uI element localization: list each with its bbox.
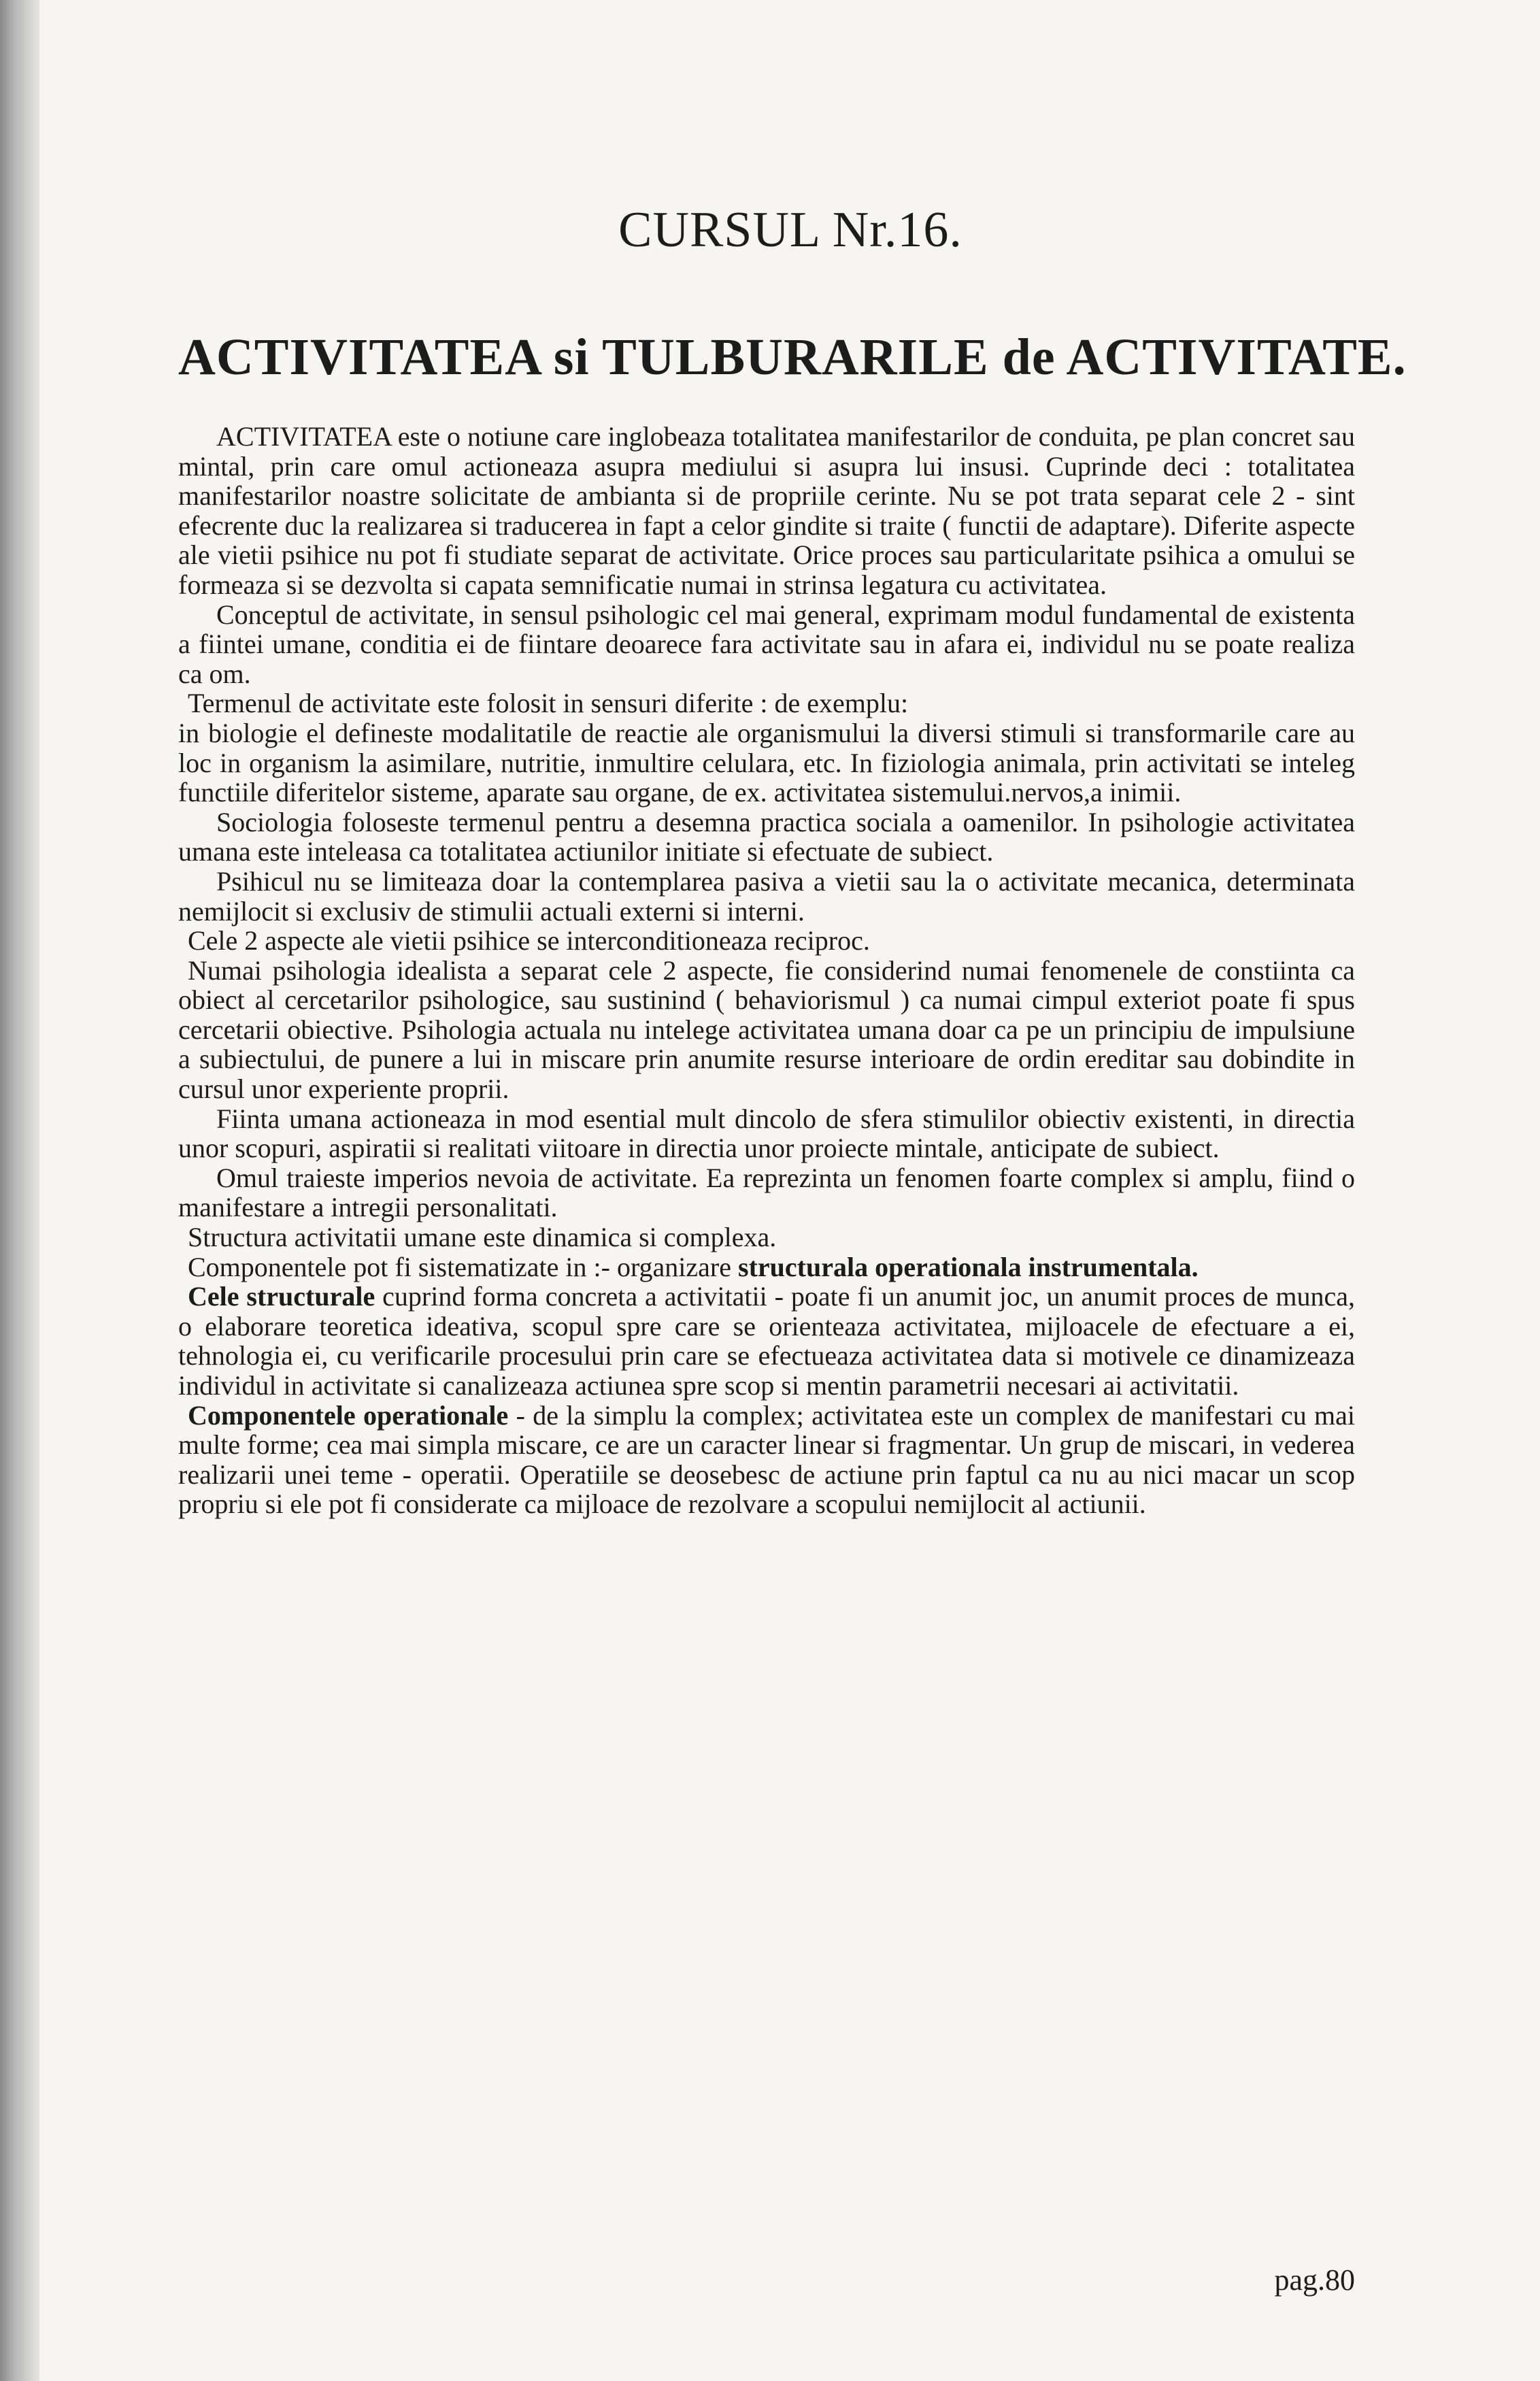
paragraph: in biologie el defineste modalitatile de reactie ale organismului la diversi stimuli si transformarile care au loc in organism la asimilare, nutritie, inmultire celulara, etc. In fiziologia animala, prin activitati se inteleg functiile diferitelor sisteme, aparate sau organe, de ex. activitatea sistemului.nervos,a inimii. <box>178 717 1355 808</box>
components-types: structurala operationala instrumentala. <box>738 1251 1199 1282</box>
structural-text: cuprind forma concreta a activitatii - poate fi un anumit joc, un anumit proces de munca, o elaborare teoretica ideativa, scopul spre care se orienteaza activitatea, mijloacele de efectuare a ei, tehnologia ei, cu verificarile procesului prin care se efectueaza activitatea data si motivele ce dinamizeaza individul in activitate si canalizeaza actiunea spre scop si mentin parametrii necesari ai activitatii. <box>178 1281 1356 1401</box>
structural-label: Cele structurale <box>188 1281 375 1312</box>
document-page <box>178 0 1407 2381</box>
page-number: pag.80 <box>1274 2263 1355 2297</box>
scan-binding-shadow <box>0 0 39 2381</box>
paragraph: Omul traieste imperios nevoia de activitate. Ea reprezinta un fenomen foarte complex si amplu, fiind o manifestare a intregii personalitati. <box>178 1162 1355 1223</box>
structural-paragraph <box>178 1282 1355 1400</box>
paragraph: Numai psihologia idealista a separat cele 2 aspecte, fie considerind numai fenomenele de constiinta ca obiect al cercetarilor psihologice, sau sustinind ( behaviorismul ) ca numai cimpul exteriot poate fi spus cercetarii obiective. Psihologia actuala nu intelege activitatea umana doar ca pe un principiu de impulsiune a subiectului, de punere a lui in miscare prin anumite resurse interioare de ordin ereditar sau dobindite in cursul unor experiente proprii. <box>178 954 1355 1105</box>
paragraph: ACTIVITATEA este o notiune care inglobeaza totalitatea manifestarilor de conduita, pe plan concret sau mintal, prin care omul actioneaza asupra mediului si asupra lui insusi. Cuprinde deci : totalitatea manifestarilor noastre solicitate de ambianta si de propriile cerinte. Nu se pot trata separat cele 2 - sint efecrente duc la realizarea si traducerea in fapt a celor gindite si traite ( functii de adaptare). Diferite aspecte ale vietii psihice nu pot fi studiate separat de activitate. Orice proces sau particularitate psihica a omului se formeaza si se dezvolta si capata semnificatie numai in strinsa legatura cu activitatea. <box>178 421 1355 600</box>
chapter-title: ACTIVITATEA si TULBURARILE de ACTIVITATE. <box>178 329 1407 386</box>
paragraph: Fiinta umana actioneaza in mod esential mult dincolo de sfera stimulilor obiectiv existenti, in directia unor scopuri, aspiratii si realitati viitoare in directia unor proiecte mintale, anticipate de subiect. <box>178 1103 1355 1164</box>
operational-text: - de la simplu la complex; activitatea este un complex de manifestari cu mai multe forme; cea mai simpla miscare, ce are un caracter linear si fragmentar. Un grup de miscari, in vederea realizarii unei teme - operatii. Operatiile se deosebesc de actiune prin faptul ca nu au nici macar un scop propriu si ele pot fi considerate ca mijloace de rezolvare a scopului nemijlocit al actiunii. <box>178 1399 1355 1520</box>
components-intro: Componentele pot fi sistematizate in :- organizare <box>188 1251 732 1282</box>
course-heading: CURSUL Nr.16. <box>618 202 962 258</box>
paragraph: Sociologia foloseste termenul pentru a desemna practica sociala a oamenilor. In psihologie activitatea umana este inteleasa ca totalitatea actiunilor initiate si efectuate de subiect. <box>178 806 1355 867</box>
operational-paragraph <box>178 1401 1355 1519</box>
paragraph: Termenul de activitate este folosit in sensuri diferite : de exemplu: <box>188 688 909 719</box>
body-text <box>178 422 1355 1519</box>
paragraph: Psihicul nu se limiteaza doar la contemplarea pasiva a vietii sau la o activitate mecanica, determinata nemijlocit si exclusiv de stimulii actuali externi si interni. <box>178 865 1355 927</box>
components-paragraph <box>178 1252 1355 1282</box>
paragraph: Conceptul de activitate, in sensul psihologic cel mai general, exprimam modul fundamental de existenta a fiintei umane, conditia ei de fiintare deoarece fara activitate sau in afara ei, individul nu se poate realiza ca om. <box>178 599 1355 689</box>
paragraph: Cele 2 aspecte ale vietii psihice se interconditioneaza reciproc. <box>188 925 870 956</box>
operational-label: Componentele operationale <box>188 1399 509 1431</box>
paragraph: Structura activitatii umane este dinamica si complexa. <box>188 1222 777 1253</box>
